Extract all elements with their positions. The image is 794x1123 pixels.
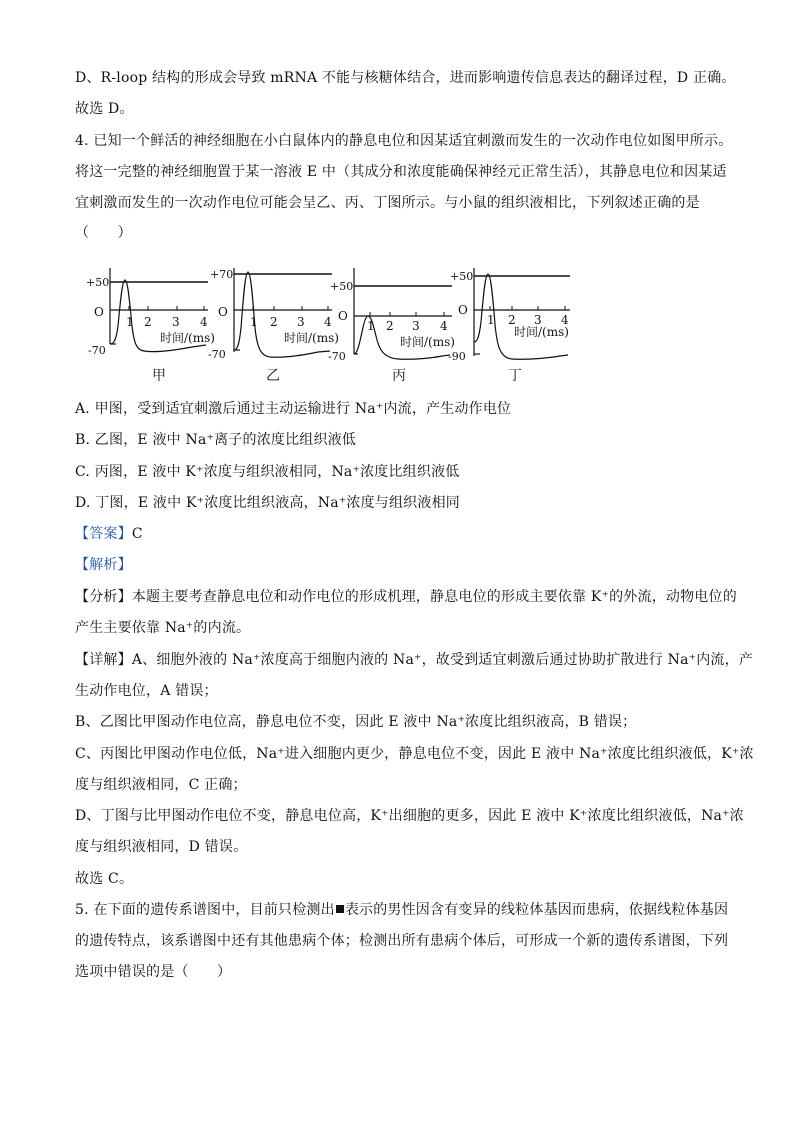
figure-yi [208,268,339,384]
fenxi-tag: 【分析】 [75,589,132,605]
xiangjie-line-7: 度与组织液相同，D 错误。 [75,839,248,855]
jia-tick-3: 3 [172,315,180,329]
jia-rest-label: -70 [88,344,106,357]
select-c: 故选 C。 [75,871,134,887]
question-4-line-3: 宜刺激而发生的一次动作电位可能会呈乙、丙、丁图所示。与小鼠的组织液相比，下列叙述正确的是 [75,195,700,211]
answer-value: C [131,526,143,542]
question-5-line-1: 5. 在下面的遗传系谱图中，目前只检测出 表示的男性因含有变异的线粒体基因而患病，依据线粒体基因 [75,902,729,918]
ding-tick-1: 1 [487,313,495,327]
xiangjie-line-2: 生动作电位，A 错误； [75,683,218,699]
figure-jia [86,268,215,384]
ding-caption: 丁 [508,368,522,384]
option-d: D. 丁图，E 液中 K⁺浓度比组织液高，Na⁺浓度与组织液相同 [75,495,460,511]
question-5-line-2: 的遗传特点，该系谱图中还有其他患病个体；检测出所有患病个体后，可形成一个新的遗传系谱图，下列 [75,933,729,949]
question-5-line-3: 选项中错误的是（ ） [75,964,232,980]
potential-figures [80,262,580,392]
ding-tick-4: 4 [561,313,569,327]
bing-peak-label: +50 [330,280,354,293]
yi-rest-label: -70 [208,348,226,361]
bing-tick-4: 4 [440,319,448,333]
ding-peak-label: +50 [450,270,474,283]
option-a: A. 甲图，受到适宜刺激后通过主动运输进行 Na⁺内流，产生动作电位 [75,401,512,417]
ding-tick-2: 2 [508,313,516,327]
xiangjie-line-1: 【详解】A、细胞外液的 Na⁺浓度高于细胞内液的 Na⁺，故受到适宜刺激后通过协助扩散进行 Na⁺内流，产 [75,652,754,668]
yi-peak-label: +70 [210,268,234,281]
answer-tag: 【答案】 [75,526,132,542]
ding-rest-label: -90 [448,350,466,363]
jia-tick-1: 1 [126,315,134,329]
jia-caption: 甲 [152,368,166,384]
yi-x-axis-label: 时间/(ms) [284,331,339,345]
answer-line [75,524,725,544]
xiangjie-line-6: D、丁图与比甲图动作电位不变，静息电位高，K⁺出细胞的更多，因此 E 液中 K⁺浓度比组织液低，Na⁺浓 [75,808,744,824]
xiangjie-line-3: B、乙图比甲图动作电位高，静息电位不变，因此 E 液中 Na⁺浓度比组织液高，B 错误； [75,714,637,730]
jia-x-axis-label: 时间/(ms) [160,331,215,345]
xiangjie-line-4: C、丙图比甲图动作电位低，Na⁺进入细胞内更少，静息电位不变，因此 E 液中 Na⁺浓度比组织液低，K⁺浓 [75,746,754,762]
bing-tick-3: 3 [412,319,420,333]
jia-tick-2: 2 [144,315,152,329]
yi-tick-2: 2 [270,315,278,329]
figure-bing [328,268,455,384]
figure-ding [448,268,570,384]
xiangjie-tag: 【详解】 [75,652,132,668]
text-line-l2: 故选 D。 [75,101,134,117]
jia-tick-4: 4 [200,315,208,329]
fenxi-line-1: 【分析】本题主要考查静息电位和动作电位的形成机理，静息电位的形成主要依靠 K⁺的外流，动物电位的 [75,589,737,605]
question-4-blank: （ ） [75,225,132,241]
question-4-line-1: 4. 已知一个鲜活的神经细胞在小白鼠体内的静息电位和因某适宜刺激而发生的一次动作电位如图甲所示。 [75,133,733,149]
ding-tick-3: 3 [534,313,542,327]
analysis-tag: 【解析】 [75,557,132,573]
jia-zero-label: O [94,305,104,319]
ding-zero-label: O [458,303,468,317]
bing-x-axis-label: 时间/(ms) [400,335,455,349]
yi-tick-3: 3 [297,315,305,329]
fenxi-line-2: 产生主要依靠 Na⁺的内流。 [75,620,251,636]
yi-zero-label: O [218,305,228,319]
xiangjie-line-5: 度与组织液相同，C 正确； [75,777,247,793]
bing-tick-2: 2 [386,319,394,333]
male-affected-square-icon [336,905,344,913]
bing-rest-label: -70 [328,350,346,363]
bing-tick-1: 1 [367,319,375,333]
text-line-l1: D、R-loop 结构的形成会导致 mRNA 不能与核糖体结合，进而影响遗传信息表达的翻译过程，D 正确。 [75,70,736,86]
yi-tick-1: 1 [250,315,258,329]
bing-zero-label: O [338,309,348,323]
yi-caption: 乙 [266,368,280,384]
option-b: B. 乙图，E 液中 Na⁺离子的浓度比组织液低 [75,432,357,448]
question-4-line-2: 将这一完整的神经细胞置于某一溶液 E 中（其成分和浓度能确保神经元正常生活），其静息电位和因某适 [75,164,727,180]
option-c: C. 丙图，E 液中 K⁺浓度与组织液相同，Na⁺浓度比组织液低 [75,464,460,480]
yi-tick-4: 4 [324,315,332,329]
jia-peak-label: +50 [86,276,110,289]
bing-caption: 丙 [392,368,406,384]
ding-x-axis-label: 时间/(ms) [514,325,569,339]
